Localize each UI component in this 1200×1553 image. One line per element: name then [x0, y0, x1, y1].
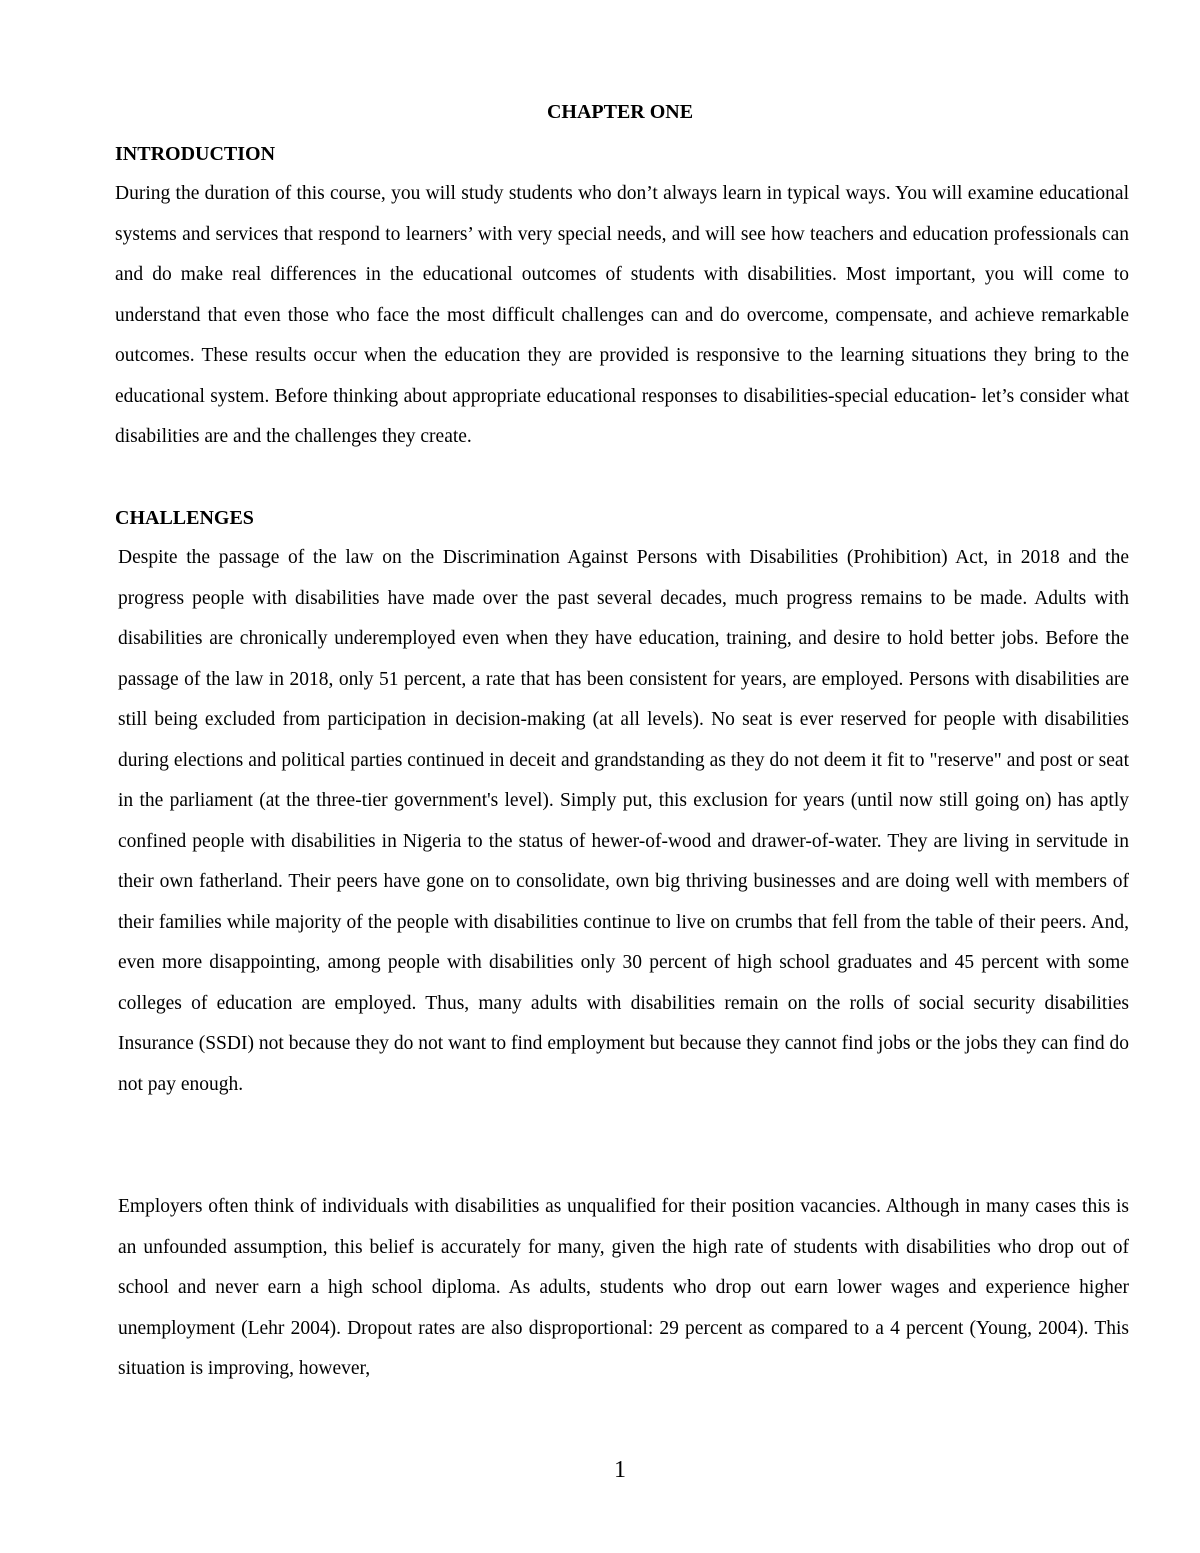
- challenges-paragraph-1: Despite the passage of the law on the Discrimination Against Persons with Disabilities (Prohibition) Act, in 2018 and the progress people with disabilities have made over the past several decades, much progress remains to be made. Adults with disabilities are chronically underemployed even when they have education, training, and desire to hold better jobs. Before the passage of the law in 2018, only 51 percent, a rate that has been consistent for years, are employed. Persons with disabilities are still being excluded from participation in decision-making (at all levels). No seat is ever reserved for people with disabilities during elections and political parties continued in deceit and grandstanding as they do not deem it fit to "reserve" and post or seat in the parliament (at the three-tier government's level). Simply put, this exclusion for years (until now still going on) has aptly confined people with disabilities in Nigeria to the status of hewer-of-wood and drawer-of-water. They are living in servitude in their own fatherland. Their peers have gone on to consolidate, own big thriving businesses and are doing well with members of their families while majority of the people with disabilities continue to live on crumbs that fell from the table of their peers. And, even more disappointing, among people with disabilities only 30 percent of high school graduates and 45 percent with some colleges of education are employed. Thus, many adults with disabilities remain on the rolls of social security disabilities Insurance (SSDI) not because they do not want to find employment but because they cannot find jobs or the jobs they can find do not pay enough.: [118, 547, 1129, 1095]
- page-number: 1: [614, 1457, 626, 1483]
- chapter-title: CHAPTER ONE: [546, 101, 694, 123]
- section-heading-challenges: CHALLENGES: [115, 507, 254, 529]
- challenges-paragraph-2: Employers often think of individuals with disabilities as unqualified for their position vacancies. Although in many cases this is an unfounded assumption, this belief is accurately for many, given the high rate of students with disabilities who drop out of school and never earn a high school diploma. As adults, students who drop out earn lower wages and experience higher unemployment (Lehr 2004). Dropout rates are also disproportional: 29 percent as compared to a 4 percent (Young, 2004). This situation is improving, however,: [118, 1196, 1129, 1379]
- section-heading-introduction: INTRODUCTION: [115, 143, 276, 165]
- introduction-paragraph: During the duration of this course, you will study students who don’t always learn in typical ways. You will examine educational systems and services that respond to learners’ with very special needs, and will see how teachers and education professionals can and do make real differences in the educational outcomes of students with disabilities. Most important, you will come to understand that even those who face the most difficult challenges can and do overcome, compensate, and achieve remarkable outcomes. These results occur when the education they are provided is responsive to the learning situations they bring to the educational system. Before thinking about appropriate educational responses to disabilities-special education- let’s consider what disabilities are and the challenges they create.: [115, 183, 1129, 447]
